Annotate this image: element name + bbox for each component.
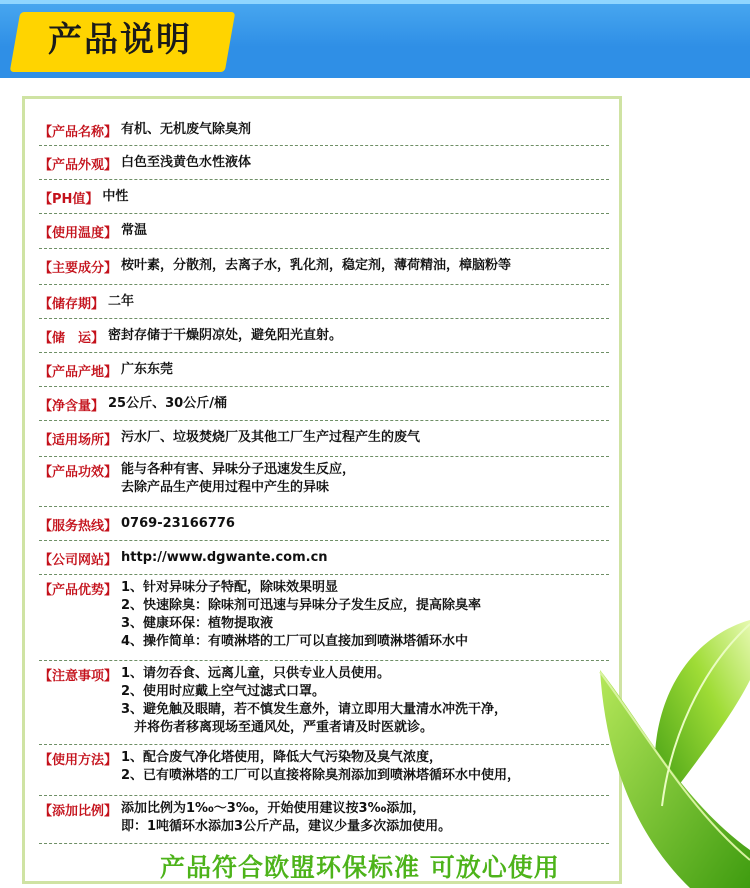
spec-row <box>39 214 609 249</box>
spec-label: 【服务热线】 <box>39 519 118 534</box>
spec-row <box>39 353 609 387</box>
spec-value-line: 3、健康环保：植物提取液 <box>121 616 274 631</box>
spec-label: 【添加比例】 <box>39 804 118 819</box>
spec-row <box>39 146 609 180</box>
spec-label: 【产品产地】 <box>39 365 118 380</box>
spec-label: 【注意事项】 <box>39 669 118 684</box>
spec-value <box>121 257 511 275</box>
spec-value-line: 有机、无机废气除臭剂 <box>121 122 252 137</box>
spec-value-line: 添加比例为1‰～3‰，开始使用建议按3‰添加， <box>121 801 426 816</box>
spec-value-line: 二年 <box>108 294 135 309</box>
spec-row <box>39 457 609 507</box>
page-title: 产品说明 <box>48 20 192 60</box>
spec-row <box>39 180 609 214</box>
spec-value <box>121 154 251 172</box>
spec-value <box>121 665 507 737</box>
spec-value <box>121 549 328 567</box>
spec-value-line: 即：1吨循环水添加3公斤产品，建议少量多次添加使用。 <box>121 819 452 834</box>
spec-row <box>39 421 609 457</box>
spec-value <box>121 749 520 785</box>
spec-label: 【储存期】 <box>39 297 105 312</box>
spec-row <box>39 796 609 844</box>
footer-slogan: 产品符合欧盟环保标准 可放心使用 <box>160 853 560 882</box>
spec-value <box>108 293 134 311</box>
spec-label: 【使用温度】 <box>39 226 118 241</box>
spec-value <box>108 327 342 345</box>
spec-value-line: 广东东莞 <box>121 362 174 377</box>
spec-label: 【公司网站】 <box>39 553 118 568</box>
spec-value-line: 1、针对异味分子特配，除味效果明显 <box>121 580 339 595</box>
spec-value-line: 白色至浅黄色水性液体 <box>121 155 252 170</box>
spec-row <box>39 249 609 285</box>
spec-label: 【产品优势】 <box>39 583 118 598</box>
spec-value-line: 1、请勿吞食、远离儿童，只供专业人员使用。 <box>121 666 391 681</box>
spec-row <box>39 507 609 541</box>
spec-row <box>39 661 609 745</box>
banner-top-stripe <box>0 0 750 4</box>
spec-value-line: 中性 <box>102 189 129 204</box>
spec-label: 【使用方法】 <box>39 753 118 768</box>
spec-value-line: 4、操作简单：有喷淋塔的工厂可以直接加到喷淋塔循环水中 <box>121 634 469 649</box>
spec-row <box>39 113 609 146</box>
header-banner <box>0 0 750 78</box>
spec-value <box>121 361 173 379</box>
spec-value-line: 1、配合废气净化塔使用，降低大气污染物及臭气浓度， <box>121 750 443 765</box>
spec-value <box>102 188 128 206</box>
spec-value-line: 2、已有喷淋塔的工厂可以直接将除臭剂添加到喷淋塔循环水中使用， <box>121 768 521 783</box>
leaf-decoration-icon <box>560 600 750 888</box>
spec-row <box>39 745 609 796</box>
spec-value-line: 0769-23166776 <box>121 516 235 531</box>
spec-value-line: 污水厂、垃圾焚烧厂及其他工厂生产过程产生的废气 <box>121 430 421 445</box>
spec-label: 【储 运】 <box>39 331 105 346</box>
spec-row <box>39 541 609 575</box>
spec-value <box>121 461 355 497</box>
spec-value <box>121 429 420 447</box>
spec-value <box>121 121 251 139</box>
spec-value-line: 去除产品生产使用过程中产生的异味 <box>121 480 330 495</box>
spec-value-line: 2、快速除臭：除味剂可迅速与异味分子发生反应，提高除臭率 <box>121 598 482 613</box>
spec-value-line: 密封存储于干燥阴凉处，避免阳光直射。 <box>108 328 343 343</box>
spec-label: 【产品名称】 <box>39 125 118 140</box>
spec-value-line: 并将伤者移离现场至通风处，严重者请及时医就诊。 <box>121 720 434 735</box>
spec-value-line: 能与各种有害、异味分子迅速发生反应， <box>121 462 356 477</box>
spec-row <box>39 319 609 353</box>
spec-value <box>121 515 235 533</box>
spec-value <box>121 222 147 240</box>
spec-label: 【适用场所】 <box>39 433 118 448</box>
spec-label: 【主要成分】 <box>39 261 118 276</box>
spec-card <box>22 96 622 884</box>
spec-label: 【净含量】 <box>39 399 105 414</box>
spec-row <box>39 387 609 421</box>
spec-label: 【产品功效】 <box>39 465 118 480</box>
spec-value <box>121 579 481 651</box>
spec-row <box>39 285 609 319</box>
spec-row <box>39 575 609 661</box>
spec-value-line: 常温 <box>121 223 148 238</box>
spec-value <box>108 395 227 413</box>
spec-value-line: 桉叶素，分散剂，去离子水，乳化剂，稳定剂，薄荷精油，樟脑粉等 <box>121 258 512 273</box>
spec-label: 【产品外观】 <box>39 158 118 173</box>
spec-value-line: 2、使用时应戴上空气过滤式口罩。 <box>121 684 326 699</box>
spec-value-line: 3、避免触及眼睛，若不慎发生意外，请立即用大量清水冲洗干净， <box>121 702 508 717</box>
spec-value <box>121 800 451 836</box>
spec-value-line: 25公斤、30公斤/桶 <box>108 396 227 411</box>
spec-value-line: http://www.dgwante.com.cn <box>121 550 328 565</box>
spec-label: 【PH值】 <box>39 192 99 207</box>
